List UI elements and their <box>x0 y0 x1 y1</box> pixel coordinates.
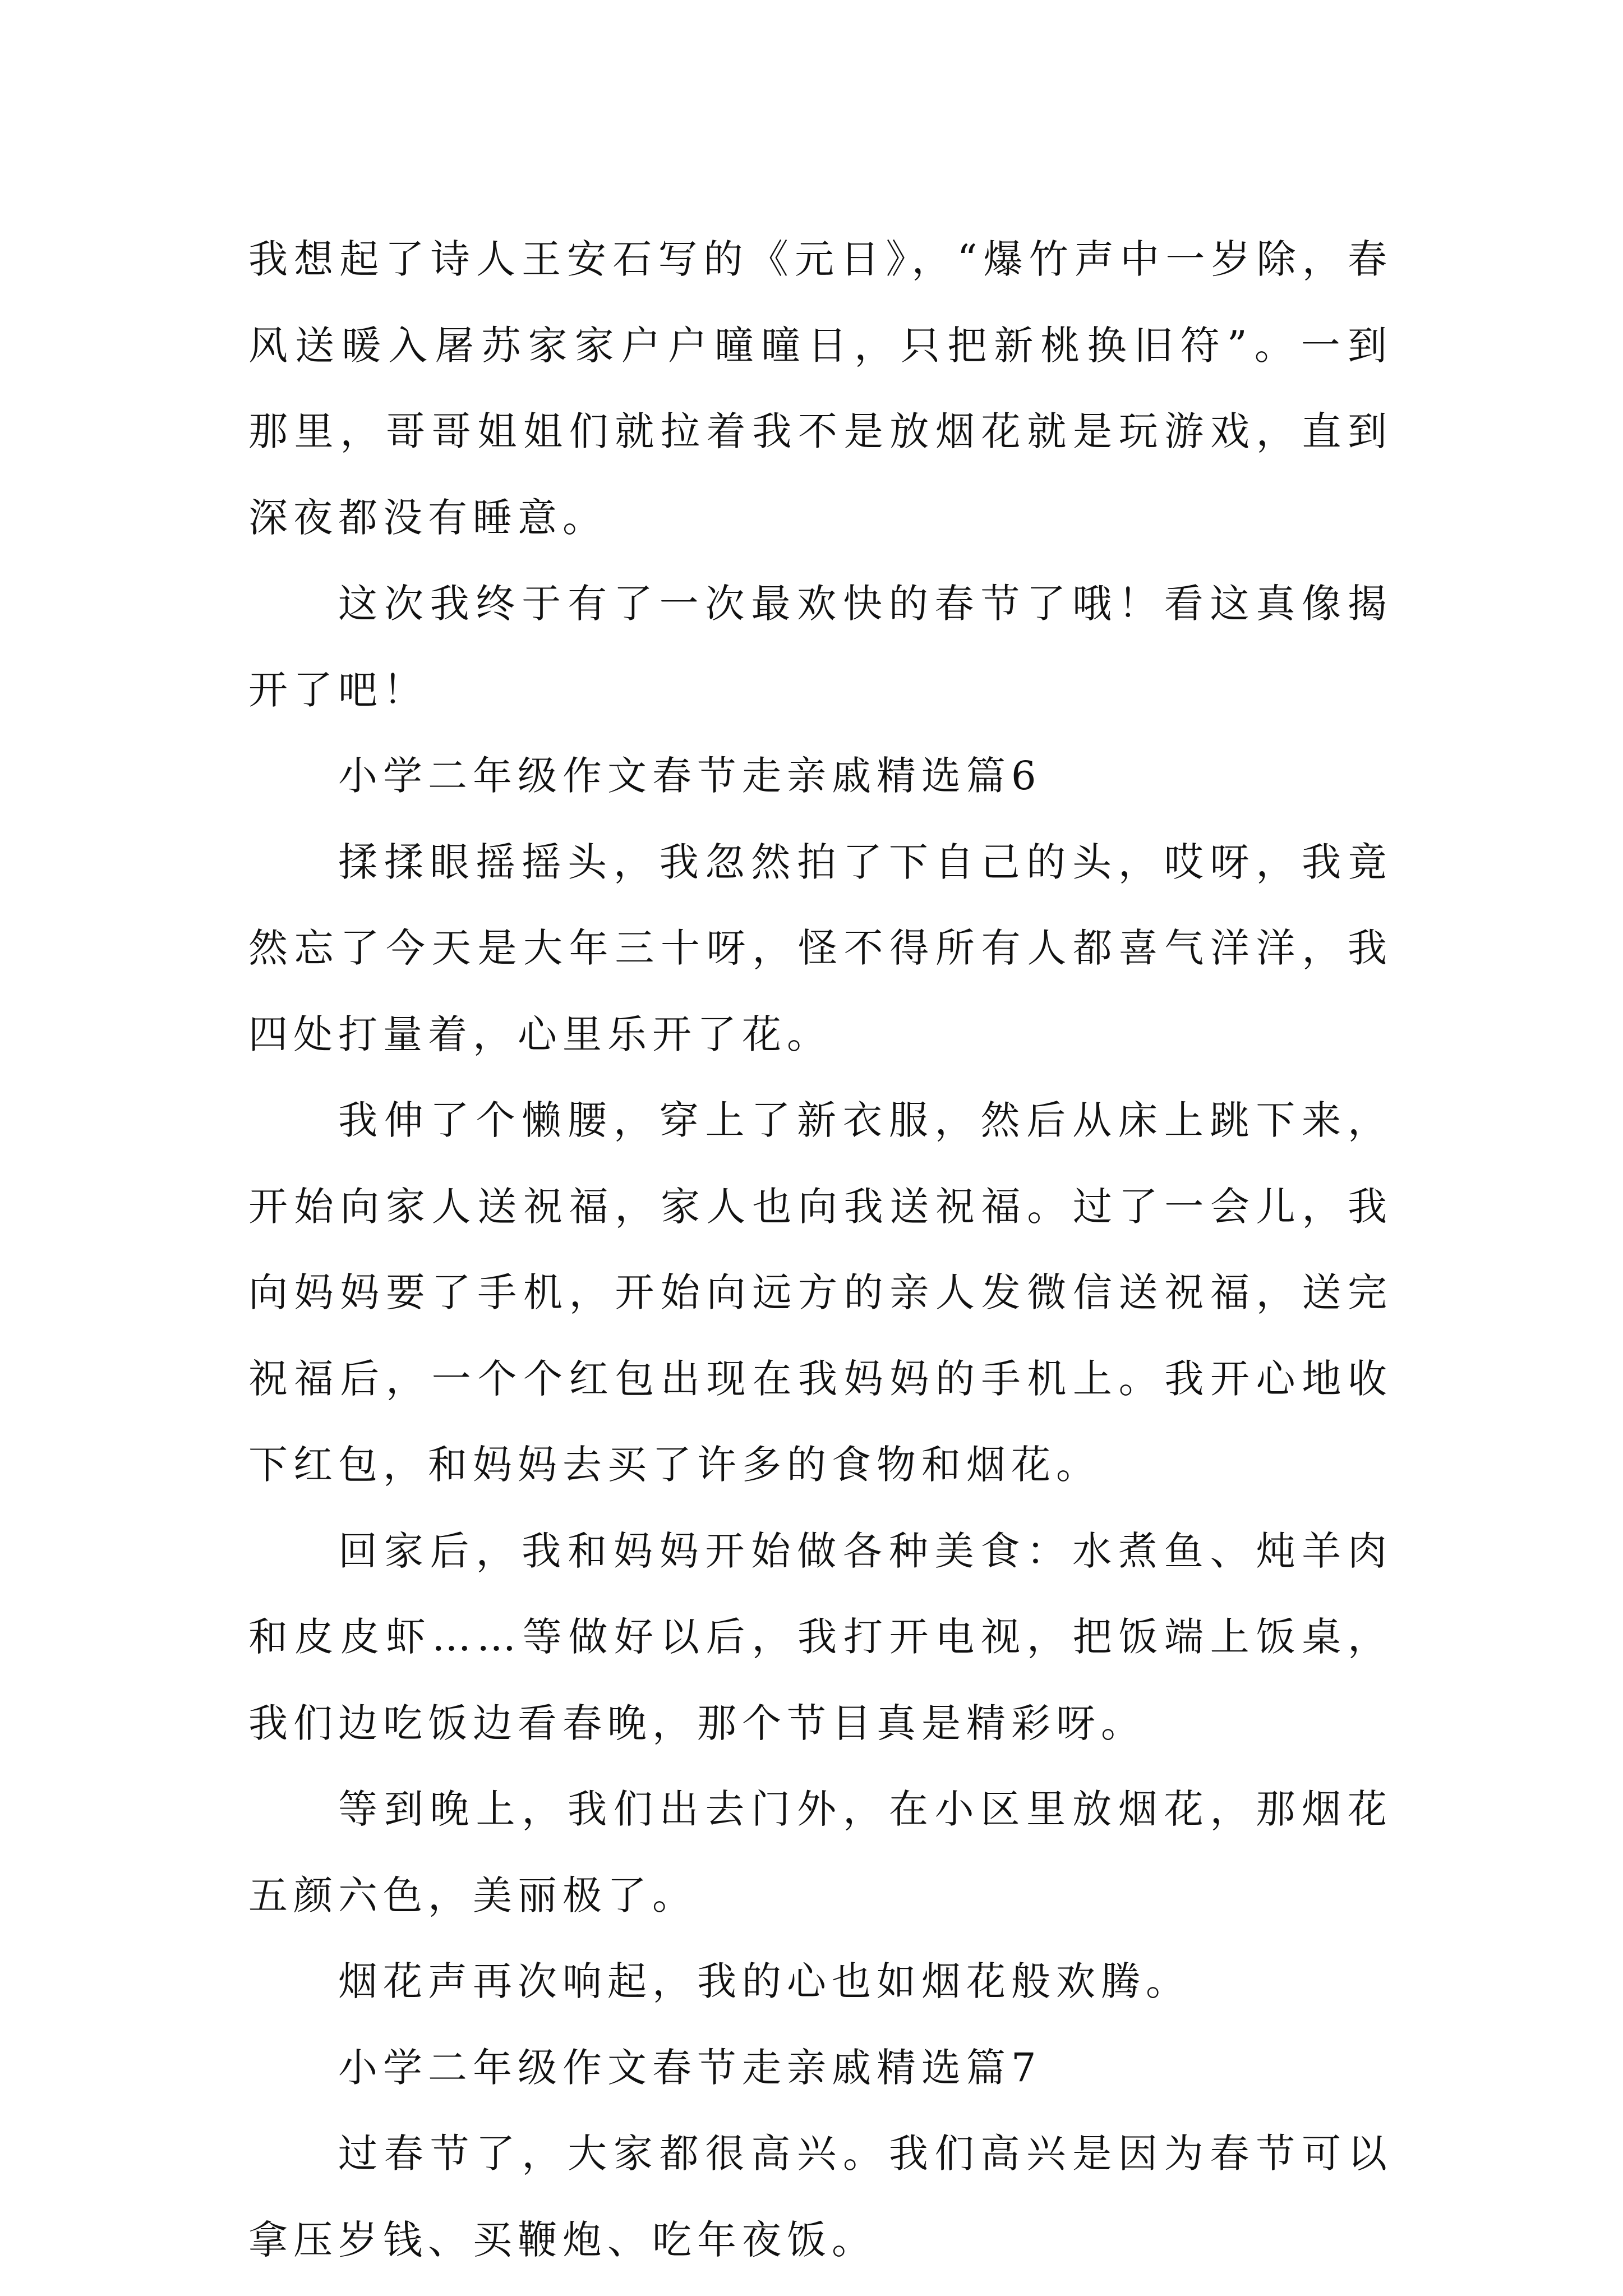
paragraph-blessings: 我伸了个懒腰，穿上了新衣服，然后从床上跳下来，开始向家人送祝福，家人也向我送祝福。过了一会儿，我向妈妈要了手机，开始向远方的亲人发微信送祝福，送完祝福后，一个个红包出现在我妈妈的手机上。我开心地收下红包，和妈妈去买了许多的食物和烟花。 <box>248 1097 1393 1488</box>
paragraph-everyone-happy: 过春节了，大家都很高兴。我们高兴是因为春节可以拿压岁钱、买鞭炮、吃年夜饭。 <box>248 2131 1393 2263</box>
document-page <box>248 217 1393 2283</box>
section-heading-7: 小学二年级作文春节走亲戚精选篇7 <box>338 2044 1042 2091</box>
paragraph-cooking: 回家后，我和妈妈开始做各种美食：水煮鱼、炖羊肉和皮皮虾……等做好以后，我打开电视，把饭端上饭桌，我们边吃饭边看春晚，那个节目真是精彩呀。 <box>248 1527 1393 1746</box>
paragraph-new-years-eve: 揉揉眼摇摇头，我忽然拍了下自己的头，哎呀，我竟然忘了今天是大年三十呀，怪不得所有人都喜气洋洋，我四处打量着，心里乐开了花。 <box>248 839 1393 1057</box>
paragraph-yuanri: 我想起了诗人王安石写的《元日》，“爆竹声中一岁除，春风送暖入屠苏家家户户曈曈日，只把新桃换旧符”。一到那里，哥哥姐姐们就拉着我不是放烟花就是玩游戏，直到深夜都没有睡意。 <box>248 236 1393 541</box>
paragraph-happiest-spring-festival: 这次我终于有了一次最欢快的春节了哦！看这真像揭开了吧！ <box>248 581 1393 713</box>
section-heading-6: 小学二年级作文春节走亲戚精选篇6 <box>338 753 1042 799</box>
paragraph-fireworks-evening: 等到晚上，我们出去门外，在小区里放烟花，那烟花五颜六色，美丽极了。 <box>248 1786 1393 1918</box>
paragraph-fireworks-joy: 烟花声再次响起，我的心也如烟花般欢腾。 <box>338 1958 1191 2004</box>
